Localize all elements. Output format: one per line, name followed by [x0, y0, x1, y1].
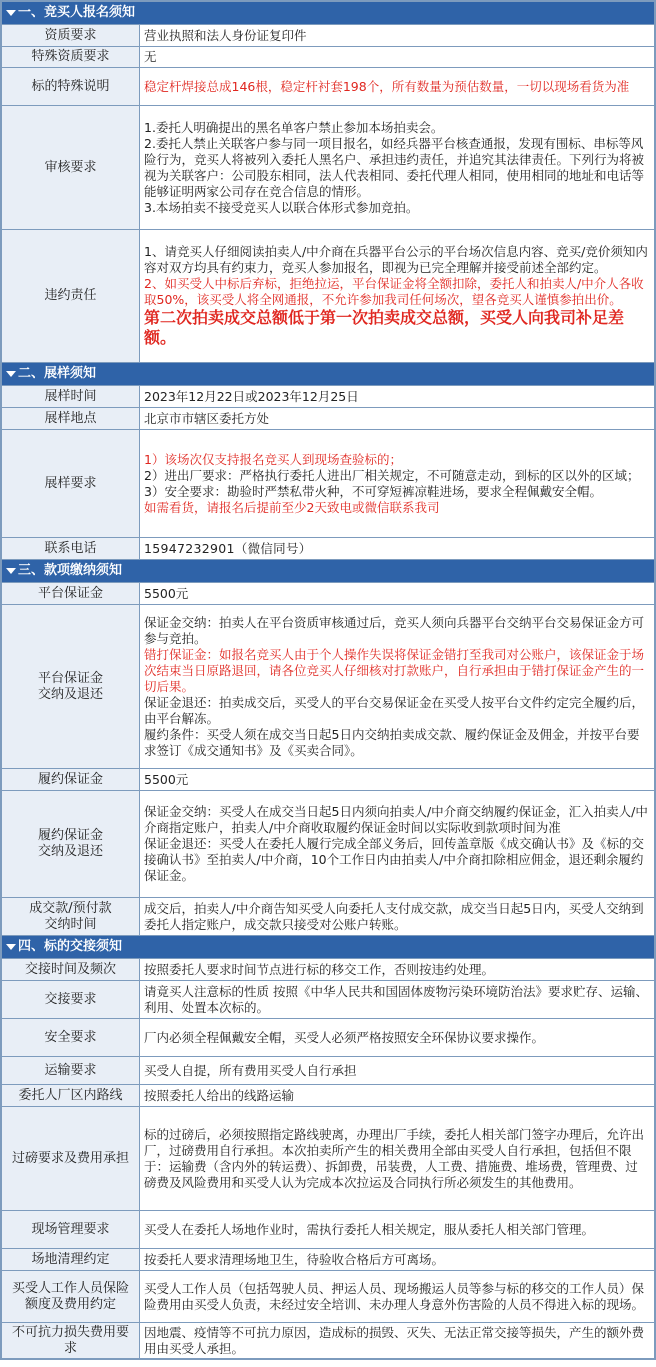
- section-header-registration: [2, 2, 655, 25]
- row-value: 按照委托人给出的线路运输: [140, 1085, 655, 1107]
- row-label: 平台保证金: [2, 583, 140, 605]
- row-value: 成交后，拍卖人/中介商告知买受人向委托人支付成交款，成交当日起5日内，买受人交纳到委托人指定账户，成交款只接受对公账户转账。: [140, 898, 655, 936]
- section-header-handover: [2, 936, 655, 959]
- row-special-qualification: [2, 47, 655, 68]
- audit-line-1: 1.委托人明确提出的黑名单客户禁止参加本场拍卖会。: [144, 119, 444, 135]
- section-title: 四、标的交接须知: [18, 939, 123, 954]
- row-value: 请竟买人注意标的性质 按照《中华人民共和国固体废物污染环境防治法》要求贮存、运输、利用、处置本次标的。: [140, 981, 655, 1019]
- row-label: [2, 898, 140, 936]
- triangle-down-icon: [6, 371, 16, 377]
- deposit-line-4: 履约条件：买受人须在成交当日起5日内交纳拍卖成交款、履约保证金及佣金，并按平台要求签订《成交通知书》及《买卖合同》。: [144, 726, 640, 758]
- label-line: 成交款/预付款: [29, 900, 112, 916]
- row-label: 特殊资质要求: [2, 47, 140, 68]
- row-value: 无: [140, 47, 655, 68]
- row-platform-deposit-process: [2, 605, 655, 769]
- row-label: 交接要求: [2, 981, 140, 1019]
- row-label: 展样时间: [2, 386, 140, 408]
- viewing-line-3: 3）安全要求：勘验时严禁私带火种，不可穿短裤凉鞋进场，要求全程佩戴安全帽。: [144, 483, 602, 499]
- row-label: 过磅要求及费用承担: [2, 1107, 140, 1211]
- row-value: [140, 106, 655, 230]
- row-viewing-place: [2, 408, 655, 430]
- row-performance-deposit: [2, 769, 655, 791]
- perf-line-1: 保证金交纳：买受人在成交当日起5日内须向拍卖人/中介商交纳履约保证金，汇入拍卖人/中介商指定账户，拍卖人/中介商收取履约保证金时间以实际收到款项时间为准: [144, 804, 648, 835]
- row-label: 标的特殊说明: [2, 68, 140, 106]
- row-value: 买受人自提，所有费用买受人自行承担: [140, 1057, 655, 1085]
- row-staff-insurance: [2, 1271, 655, 1323]
- row-force-majeure: [2, 1323, 655, 1359]
- phone-number[interactable]: 15947232901（微信同号）: [140, 538, 655, 560]
- row-performance-deposit-process: [2, 791, 655, 898]
- row-label: 运输要求: [2, 1057, 140, 1085]
- triangle-down-icon: [6, 10, 16, 16]
- row-transport-requirements: [2, 1057, 655, 1085]
- row-site-cleanup: [2, 1249, 655, 1271]
- row-value: 5500元: [140, 583, 655, 605]
- label-line: 履约保证金: [37, 828, 103, 843]
- row-viewing-requirements: [2, 430, 655, 538]
- deposit-line-2: 错打保证金：如报名竞买人由于个人操作失误将保证金错打至我司对公账户，该保证金于场次结束当日原路退回，请各位竞买人仔细核对打款账户，自行承担由于错打保证金产生的一切后果。: [144, 646, 645, 694]
- breach-line-1: 1、请竞买人仔细阅读拍卖人/中介商在兵器平台公示的平台场次信息内容、竞买/竞价须知内容对双方均具有约束力，竞买人参加报名，即视为已完全理解并接受前述全部约定。: [144, 244, 648, 275]
- row-value: [140, 230, 655, 363]
- row-value: [140, 605, 655, 769]
- row-label: 委托人厂区内路线: [2, 1085, 140, 1107]
- label-line: 交纳及退还: [37, 686, 103, 702]
- row-value: 2023年12月22日或2023年12月25日: [140, 386, 655, 408]
- section-title: 三、款项缴纳须知: [18, 563, 123, 578]
- row-value: 买受人工作人员（包括驾驶人员、押运人员、现场搬运人员等参与标的移交的工作人员）保险费用由买受人负责，未经过安全培训、未办理人身意外伤害险的人员不得进入标的现场。: [140, 1271, 655, 1323]
- row-value: 稳定杆焊接总成146根，稳定杆衬套198个，所有数量为预估数量，一切以现场看货为准: [140, 68, 655, 106]
- row-label: 现场管理要求: [2, 1211, 140, 1249]
- row-handover-requirements: [2, 981, 655, 1019]
- perf-line-2: 保证金退还：买受人在委托人履行完成全部义务后，回传盖章版《成交确认书》及《标的交接确认书》至拍卖人/中介商，10个工作日内由拍卖人/中介商扣除相应佣金，退还剩余履约保证金。: [144, 836, 645, 883]
- audit-line-3: 3.本场拍卖不接受竞买人以联合体形式参加竞拍。: [144, 199, 419, 215]
- label-line: 交纳及退还: [37, 844, 103, 859]
- row-breach: [2, 230, 655, 363]
- row-payment-time: [2, 898, 655, 936]
- row-value: 按照委托人要求时间节点进行标的移交工作，否则按违约处理。: [140, 959, 655, 981]
- breach-line-3: 第二次拍卖成交总额低于第一次拍卖成交总额，买受人向我司补足差额。: [144, 308, 625, 347]
- row-special-note: [2, 68, 655, 106]
- row-label: 审核要求: [2, 106, 140, 230]
- deposit-line-1: 保证金交纳：拍卖人在平台资质审核通过后，竞买人须向兵器平台交纳平台交易保证金方可参与竞拍。: [144, 614, 645, 646]
- section-title: 一、竞买人报名须知: [18, 5, 136, 20]
- section-title: 二、展样须知: [18, 366, 97, 381]
- row-value: 因地震、疫情等不可抗力原因，造成标的损毁、灭失、无法正常交接等损失，产生的额外费用由买受人承担。: [140, 1323, 655, 1359]
- label-line: 平台保证金: [37, 670, 103, 686]
- row-value: 按委托人要求清理场地卫生，待验收合格后方可离场。: [140, 1249, 655, 1271]
- row-viewing-time: [2, 386, 655, 408]
- breach-line-2: 2、如买受人中标后弃标，拒绝拉运，平台保证金将全额扣除，委托人和拍卖人/中介人各收取50%，该买受人将全网通报，不允许参加我司任何场次，望各竞买人谨慎参拍出价。: [144, 276, 644, 307]
- row-value: 标的过磅后，必须按照指定路线驶离，办理出厂手续，委托人相关部门签字办理后，允许出厂，过磅费用自行承担。本次拍卖所产生的相关费用全部由买受人自行承担，包括但不限于：运输费（含内外的转运费）、拆卸费，吊装费，人工费、措施费、堆场费，管理费、过磅费及风险费用和买受人认为完成本次拉运及合同执行所必须发生的其他费用。: [140, 1107, 655, 1211]
- row-value: 买受人在委托人场地作业时，需执行委托人相关规定，服从委托人相关部门管理。: [140, 1211, 655, 1249]
- row-safety-requirements: [2, 1019, 655, 1057]
- viewing-line-2: 2）进出厂要求：严格执行委托人进出厂相关规定，不可随意走动，到标的区以外的区域；: [144, 467, 640, 483]
- deposit-line-3: 保证金退还：拍卖成交后，买受人的平台交易保证金在买受人按平台文件约定完全履约后，由平台解冻。: [144, 694, 645, 726]
- row-value: [140, 430, 655, 538]
- audit-line-2: 2.委托人禁止关联客户参与同一项目报名，如经兵器平台核查通报，发现有围标、串标等风险行为，竞买人将被列入委托人黑名户、承担违约责任，并追究其法律责任。下列行为将被视为关联客户：公司股东相同，法人代表相同、委托代理人相同，使用相同的地址和电话等能够证明两家公司存在竞合信息的情形。: [144, 135, 645, 199]
- row-label: 安全要求: [2, 1019, 140, 1057]
- row-label: [2, 791, 140, 898]
- row-value: 营业执照和法人身份证复印件: [140, 25, 655, 47]
- row-value: 5500元: [140, 769, 655, 791]
- row-site-management: [2, 1211, 655, 1249]
- row-label: 买受人工作人员保险额度及费用约定: [2, 1271, 140, 1323]
- row-label: 不可抗力损失费用要求: [2, 1323, 140, 1359]
- viewing-line-1: 1）该场次仅支持报名竞买人到现场查验标的；: [144, 451, 402, 467]
- row-weighing-costs: [2, 1107, 655, 1211]
- row-label: 场地清理约定: [2, 1249, 140, 1271]
- row-plant-route: [2, 1085, 655, 1107]
- row-contact-phone: [2, 538, 655, 560]
- row-qualification: [2, 25, 655, 47]
- viewing-line-4: 如需看货，请报名后提前至少2天致电或微信联系我司: [144, 499, 440, 515]
- row-value: 北京市市辖区委托方处: [140, 408, 655, 430]
- section-header-sample-viewing: [2, 363, 655, 386]
- row-value: [140, 791, 655, 898]
- row-label: 联系电话: [2, 538, 140, 560]
- triangle-down-icon: [6, 568, 16, 574]
- row-label: 违约责任: [2, 230, 140, 363]
- row-label: 履约保证金: [2, 769, 140, 791]
- row-label: 交接时间及频次: [2, 959, 140, 981]
- triangle-down-icon: [6, 944, 16, 950]
- row-audit: [2, 106, 655, 230]
- row-label: 展样地点: [2, 408, 140, 430]
- row-platform-deposit: [2, 583, 655, 605]
- row-label: 资质要求: [2, 25, 140, 47]
- row-label: 展样要求: [2, 430, 140, 538]
- row-label: [2, 605, 140, 769]
- notice-table: [1, 1, 655, 1359]
- row-value: 厂内必须全程佩戴安全帽，买受人必须严格按照安全环保协议要求操作。: [140, 1019, 655, 1057]
- section-header-payment: [2, 560, 655, 583]
- label-line: 交纳时间: [44, 916, 97, 932]
- row-handover-time: [2, 959, 655, 981]
